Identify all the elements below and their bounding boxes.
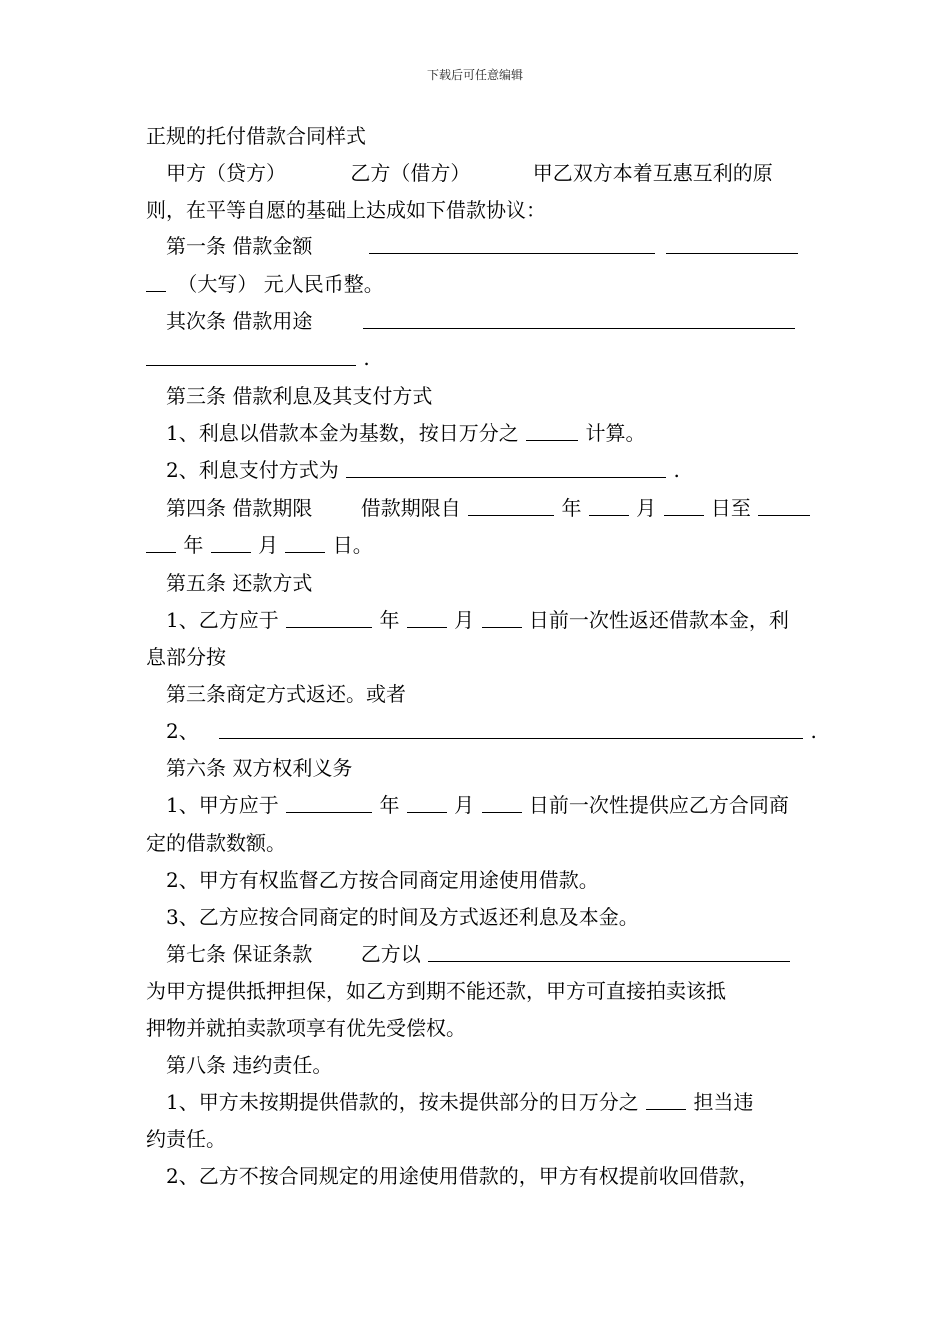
article-2 [146, 307, 810, 335]
article-8-item-2: 2、乙方不按合同规定的用途使用借款的，甲方有权提前收回借款， [166, 1164, 759, 1188]
purpose-blank-2 [146, 344, 356, 366]
article-6-item-3: 3、乙方应按合同商定的时间及方式返还利息及本金。 [166, 905, 639, 929]
article-3: 第三条 借款利息及其支付方式 [166, 384, 433, 408]
article-5-item-1: 1、乙方应于 年 月 日前一次性返还借款本金，利 [166, 608, 789, 632]
amount-blank [369, 232, 655, 254]
article-1 [146, 232, 810, 260]
article-2-cont: . [146, 344, 810, 372]
end-year-blank [758, 494, 810, 516]
end-day-blank [285, 531, 325, 553]
repay-year-blank [286, 606, 372, 628]
repay-alt-blank [219, 717, 803, 739]
interest-rate-blank [526, 419, 578, 441]
article-8-item-1-cont: 约责任。 [146, 1127, 226, 1151]
amount-blank-3 [146, 270, 166, 292]
article-2-label: 其次条 借款用途 [166, 309, 313, 333]
start-year-blank [468, 494, 554, 516]
article-3-item-2: 2、利息支付方式为 . [166, 458, 680, 482]
article-8: 第八条 违约责任。 [166, 1053, 333, 1077]
start-day-blank [664, 494, 704, 516]
intro-text: 甲乙双方本着互惠互利的原 [532, 161, 773, 185]
article-4: 第四条 借款期限 借款期限自 年 月 日至 [146, 494, 810, 522]
article-8-item-1: 1、甲方未按期提供借款的，按未提供部分的日万分之 担当违 [166, 1090, 754, 1114]
repay-month-blank [407, 606, 447, 628]
party-b: 乙方（借方） [350, 161, 471, 185]
article-5: 第五条 还款方式 [166, 571, 313, 595]
article-6-item-1: 1、甲方应于 年 月 日前一次性提供应乙方合同商 [166, 793, 789, 817]
article-6: 第六条 双方权利义务 [166, 756, 353, 780]
article-5-item-2: 2、 . [166, 719, 817, 743]
article-1-cont: （大写） 元人民币整。 [146, 270, 810, 298]
article-7-cont-2: 押物并就拍卖款项享有优先受偿权。 [146, 1016, 466, 1040]
article-6-item-2: 2、甲方有权监督乙方按合同商定用途使用借款。 [166, 868, 599, 892]
intro-line: 则，在平等自愿的基础上达成如下借款协议： [146, 198, 546, 222]
article-5-item-1-cont: 息部分按 [146, 645, 226, 669]
provide-year-blank [286, 791, 372, 813]
article-4-cont: 年 月 日。 [146, 531, 810, 559]
end-month-blank [211, 531, 251, 553]
article-3-item-1: 1、利息以借款本金为基数，按日万分之 计算。 [166, 421, 646, 445]
repay-day-blank [482, 606, 522, 628]
start-month-blank [589, 494, 629, 516]
page-header: 下载后可任意编辑 [426, 68, 523, 82]
end-year-blank-2 [146, 531, 176, 553]
payment-method-blank [346, 456, 666, 478]
party-a: 甲方（贷方） [166, 161, 286, 185]
parties-line [146, 159, 810, 187]
article-5-item-1-cont-2: 第三条商定方式返还。或者 [166, 682, 406, 706]
provide-month-blank [407, 791, 447, 813]
document-title: 正规的托付借款合同样式 [146, 124, 366, 148]
article-7: 第七条 保证条款 乙方以 [146, 940, 810, 968]
penalty-rate-blank [646, 1088, 686, 1110]
purpose-blank [363, 307, 795, 329]
article-7-cont-1: 为甲方提供抵押担保，如乙方到期不能还款，甲方可直接拍卖该抵 [146, 979, 726, 1003]
collateral-blank [428, 940, 790, 962]
amount-blank-2 [666, 232, 798, 254]
provide-day-blank [482, 791, 522, 813]
article-1-label: 第一条 借款金额 [166, 234, 313, 258]
article-6-item-1-cont: 定的借款数额。 [146, 831, 286, 855]
